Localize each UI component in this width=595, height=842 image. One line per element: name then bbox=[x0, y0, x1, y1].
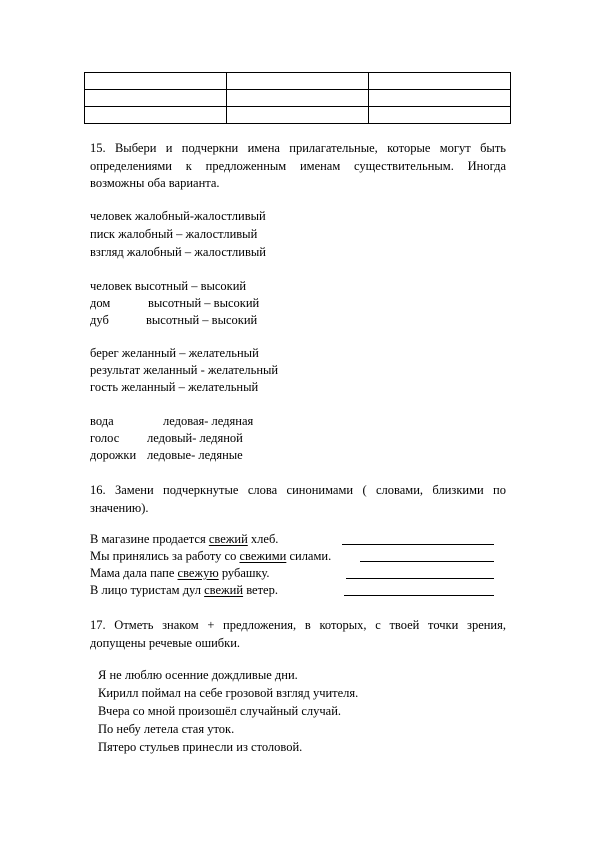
adjective-pair: ледовая- ледяная bbox=[163, 414, 254, 428]
sentence-text: силами. bbox=[286, 549, 332, 563]
table-cell bbox=[369, 90, 511, 107]
task15-line bbox=[90, 312, 109, 329]
task17-sentence[interactable]: Пятеро стульев принесли из столовой. bbox=[98, 740, 303, 754]
sentence-text: ветер. bbox=[243, 583, 278, 597]
task15-line: гость желанный – желательный bbox=[90, 380, 259, 394]
table-cell bbox=[369, 73, 511, 90]
task15-line bbox=[90, 295, 110, 312]
task17-sentence[interactable]: Вчера со мной произошёл случайный случай. bbox=[98, 704, 342, 718]
adjective-pair: высотный – высокий bbox=[148, 296, 260, 310]
task16-sentence bbox=[90, 565, 270, 582]
adjective-pair: высотный – высокий bbox=[146, 313, 258, 327]
underlined-word: свежий bbox=[204, 583, 244, 597]
task15-line: писк жалобный – жалостливый bbox=[90, 227, 258, 241]
table-cell bbox=[227, 73, 369, 90]
noun: дорожки bbox=[90, 448, 137, 462]
task15-line bbox=[90, 447, 136, 464]
noun: голос bbox=[90, 431, 120, 445]
task15-line: человек жалобный-жалостливый bbox=[90, 209, 266, 223]
task16-sentence bbox=[90, 531, 278, 548]
underlined-word: свежий bbox=[208, 532, 248, 546]
table-cell bbox=[227, 107, 369, 124]
table-cell bbox=[85, 73, 227, 90]
task15-line: берег желанный – желательный bbox=[90, 346, 259, 360]
task16-sentence bbox=[90, 582, 278, 599]
answer-blank[interactable] bbox=[346, 578, 494, 579]
sentence-text: рубашку. bbox=[218, 566, 270, 580]
task15-line: взгляд жалобный – жалостливый bbox=[90, 245, 266, 259]
noun: дом bbox=[90, 296, 111, 310]
sentence-text: В лицо туристам дул bbox=[90, 583, 205, 597]
answer-table bbox=[84, 72, 511, 124]
task16-sentence bbox=[90, 548, 331, 565]
task17-sentence[interactable]: Кирилл поймал на себе грозовой взгляд учителя. bbox=[98, 686, 359, 700]
answer-blank[interactable] bbox=[344, 595, 494, 596]
underlined-word: свежими bbox=[239, 549, 287, 563]
table-row bbox=[85, 90, 511, 107]
sentence-text: Мама дала папе bbox=[90, 566, 178, 580]
sentence-text: хлеб. bbox=[247, 532, 279, 546]
table-cell bbox=[227, 90, 369, 107]
adjective-pair: ледовые- ледяные bbox=[147, 448, 243, 462]
noun: вода bbox=[90, 414, 114, 428]
task15-line bbox=[90, 430, 119, 447]
answer-blank[interactable] bbox=[342, 544, 494, 545]
sentence-text: Мы принялись за работу со bbox=[90, 549, 240, 563]
task17-sentence[interactable]: Я не люблю осенние дождливые дни. bbox=[98, 668, 298, 682]
table-cell bbox=[369, 107, 511, 124]
table-cell bbox=[85, 107, 227, 124]
underlined-word: свежую bbox=[177, 566, 219, 580]
answer-blank[interactable] bbox=[360, 561, 494, 562]
noun: дуб bbox=[90, 313, 109, 327]
task16-heading: 16. Замени подчеркнутые слова синонимами ( словами, близкими по значению). bbox=[90, 483, 506, 515]
task15-line: результат желанный - желательный bbox=[90, 363, 279, 377]
task17-heading: 17. Отметь знаком + предложения, в которых, с твоей точки зрения, допущены речевые ошибки. bbox=[90, 618, 506, 650]
table-cell bbox=[85, 90, 227, 107]
table-row bbox=[85, 73, 511, 90]
adjective-pair: ледовый- ледяной bbox=[147, 431, 243, 445]
task17-sentence[interactable]: По небу летела стая уток. bbox=[98, 722, 235, 736]
sentence-text: В магазине продается bbox=[90, 532, 209, 546]
task15-heading: 15. Выбери и подчеркни имена прилагательные, которые могут быть определениями к предложенным именам существительным. Иногда возможны оба варианта. bbox=[90, 141, 506, 190]
table-row bbox=[85, 107, 511, 124]
task15-line bbox=[90, 413, 114, 430]
task15-line: человек высотный – высокий bbox=[90, 279, 247, 293]
